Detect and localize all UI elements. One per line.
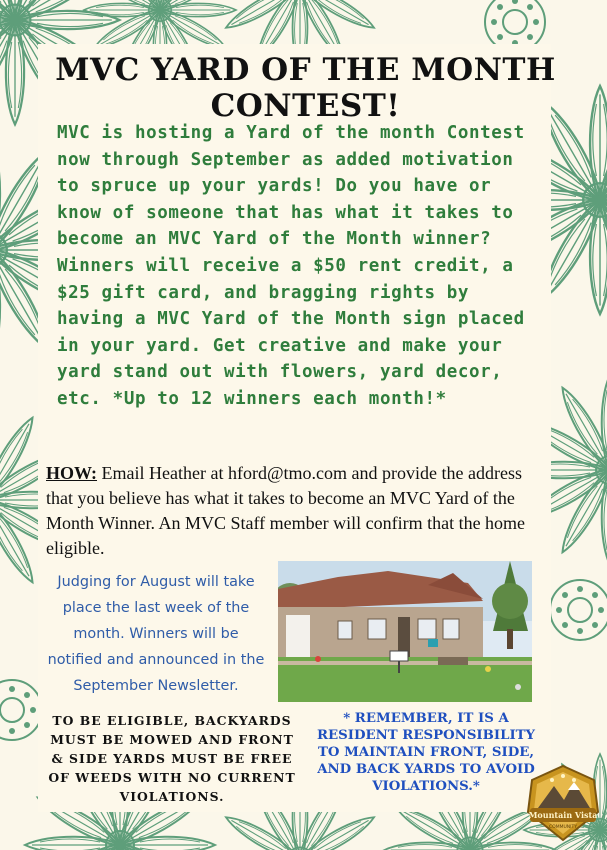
logo-subtitle: COMMUNITY <box>549 825 577 830</box>
yard-photo <box>278 561 532 702</box>
mountain-vista-logo <box>524 762 602 844</box>
contest-description: MVC is hosting a Yard of the month Contest now through September as added motivation to spruce up your yards! Do you have or know of someone that has what it takes to become an MVC Yard of the Month winner? Winners will receive a $50 rent credit, a $25 gift card, and bragging rights by having a MVC Yard of the Month sign placed in your yard. Get creative and make your yard stand out with flowers, yard decor, etc. *Up to 12 winners each month!* <box>57 123 525 409</box>
resident-reminder: * REMEMBER, IT IS A RESIDENT RESPONSIBILITY TO MAINTAIN FRONT, SIDE, AND BACK YARDS TO AVOID VIOLATIONS.* <box>316 711 536 794</box>
logo-name: Mountain Vista <box>528 810 598 820</box>
page-title: MVC YARD OF THE MONTH CONTEST! <box>55 52 556 124</box>
eligibility-rules: TO BE ELIGIBLE, BACKYARDS MUST BE MOWED AND FRONT & SIDE YARDS MUST BE FREE OF WEEDS WITH NO CURRENT VIOLATIONS. <box>48 713 296 804</box>
how-label: HOW: <box>46 463 98 483</box>
judging-note: Judging for August will take place the last week of the month. Winners will be notified and announced in the September Newsletter. <box>47 574 265 694</box>
how-instructions: Email Heather at hford@tmo.com and provide the address that you believe has what it takes to become an MVC Yard of the Month Winner. An MVC Staff member will confirm that the home eligible. <box>46 463 526 558</box>
how-section <box>46 461 548 561</box>
